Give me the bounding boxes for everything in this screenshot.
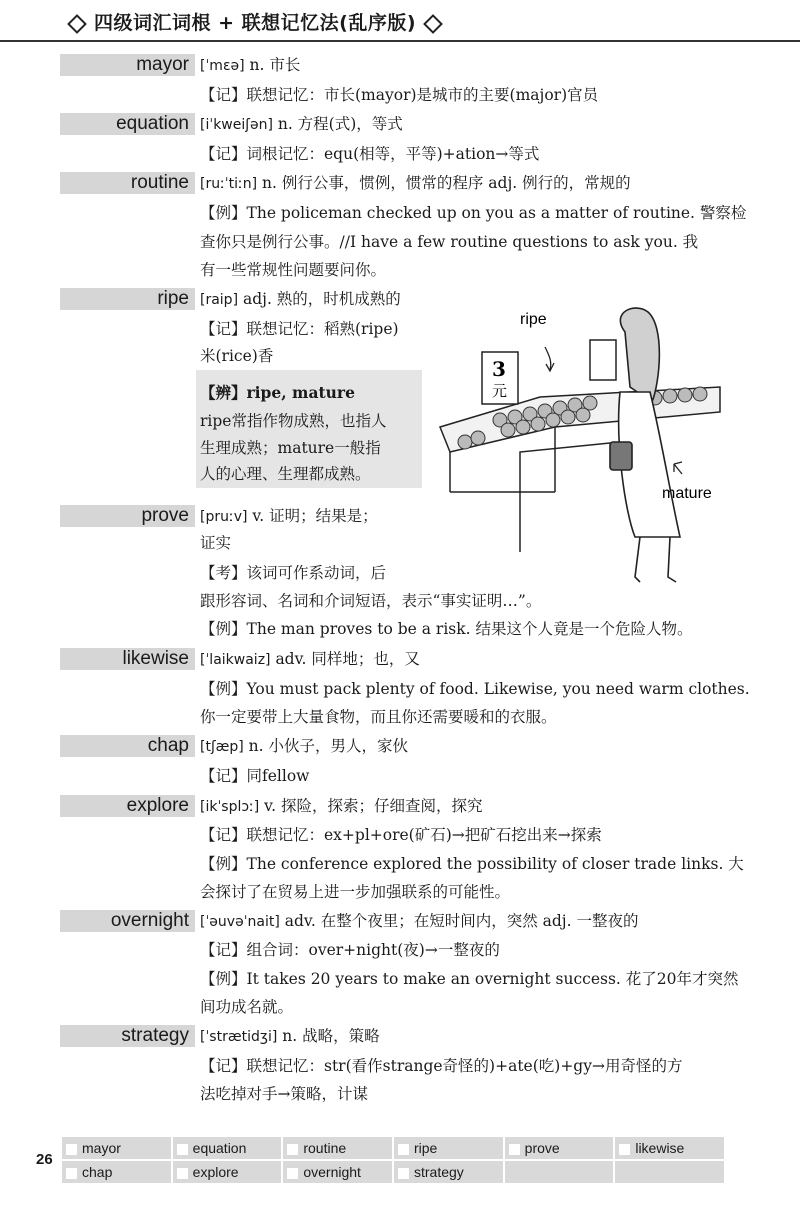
review-word: explore [192, 1164, 239, 1180]
example-line: 间功成名就。 [200, 998, 294, 1016]
review-item[interactable] [283, 1137, 392, 1159]
definition: n. 市长 [244, 56, 301, 74]
entry-chap-def [200, 735, 408, 758]
checkbox-icon[interactable] [66, 1144, 77, 1155]
distinguish-line: 生理成熟；mature一般指 [200, 439, 381, 457]
review-item[interactable] [394, 1137, 503, 1159]
memo-line: 【记】组合词：over+night(夜)→一整夜的 [200, 941, 500, 959]
definition: n. 方程(式)，等式 [272, 115, 403, 133]
checkbox-icon[interactable] [398, 1168, 409, 1179]
review-word: chap [82, 1164, 113, 1180]
page-number: 26 [36, 1151, 53, 1168]
market-illustration [420, 292, 730, 592]
phonetic: [iˈkweiʃən] [200, 117, 273, 133]
phonetic: [ˈlaikwaiz] [200, 652, 271, 668]
definition: v. 探险，探索；仔细查阅，探究 [259, 797, 483, 815]
header-title-row [60, 8, 450, 35]
memo-line: 【记】联想记忆：ex+pl+ore(矿石)→把矿石挖出来→探索 [200, 826, 602, 844]
definition: adv. 同样地；也，又 [270, 650, 420, 668]
checkbox-icon[interactable] [619, 1144, 630, 1155]
entry-routine-def [200, 172, 631, 195]
exam-line: 【考】该词可作系动词，后 [200, 564, 387, 582]
example-line: 有一些常规性问题要问你。 [200, 261, 387, 279]
checkbox-icon[interactable] [177, 1168, 188, 1179]
entry-mayor-def [200, 54, 300, 77]
headword-likewise: likewise [60, 648, 195, 670]
checkbox-icon[interactable] [398, 1144, 409, 1155]
label-ripe: ripe [520, 311, 547, 328]
headword-strategy: strategy [60, 1025, 195, 1047]
example-line: 会探讨了在贸易上进一步加强联系的可能性。 [200, 883, 511, 901]
definition: n. 战略，策略 [277, 1027, 380, 1045]
checkbox-icon[interactable] [509, 1144, 520, 1155]
label-mature: mature [662, 485, 712, 502]
review-item-empty [615, 1161, 724, 1183]
checkbox-icon[interactable] [66, 1168, 77, 1179]
entry-strategy-def [200, 1025, 380, 1048]
distinguish-line: ripe常指作物成熟，也指人 [200, 412, 387, 430]
example-line: 你一定要带上大量食物，而且你还需要暖和的衣服。 [200, 708, 557, 726]
price-unit: 元 [492, 382, 508, 400]
headword-chap: chap [60, 735, 195, 757]
example-line: 查你只是例行公事。//I have a few routine questions to ask you. 我 [200, 233, 699, 251]
phonetic: [ˈmɛə] [200, 58, 245, 74]
headword-routine: routine [60, 172, 195, 194]
definition-cont: 证实 [200, 534, 232, 552]
headword-prove: prove [60, 505, 195, 527]
phonetic: [raip] [200, 292, 239, 308]
memo-line: 【记】同fellow [200, 767, 310, 785]
review-item[interactable] [283, 1161, 392, 1183]
review-word: prove [524, 1140, 560, 1156]
phonetic: [ruːˈtiːn] [200, 176, 258, 192]
example-line: 【例】You must pack plenty of food. Likewise, you need warm clothes. [200, 680, 750, 698]
checkbox-icon[interactable] [287, 1144, 298, 1155]
review-word: strategy [413, 1164, 464, 1180]
distinguish-line: 人的心理、生理都成熟。 [200, 465, 371, 483]
entry-likewise-def [200, 648, 420, 671]
review-grid [62, 1137, 724, 1183]
entry-prove-def [200, 505, 378, 528]
checkbox-icon[interactable] [287, 1168, 298, 1179]
memo-line: 法吃掉对手→策略，计谋 [200, 1085, 368, 1103]
headword-equation: equation [60, 113, 195, 135]
review-word: overnight [303, 1164, 361, 1180]
entry-explore-def [200, 795, 482, 818]
review-word: routine [303, 1140, 347, 1156]
memo-line: 【记】联想记忆：稻熟(ripe) [200, 320, 399, 338]
header-rule [0, 40, 800, 42]
review-item[interactable] [615, 1137, 724, 1159]
memo-line: 【记】联想记忆：市长(mayor)是城市的主要(major)官员 [200, 86, 599, 104]
review-item[interactable] [62, 1161, 171, 1183]
definition: n. 例行公事，惯例，惯常的程序 adj. 例行的，常规的 [257, 174, 631, 192]
phonetic: [pruːv] [200, 509, 248, 525]
review-item[interactable] [62, 1137, 171, 1159]
example-line: 【例】The conference explored the possibility of closer trade links. 大 [200, 855, 744, 873]
entry-ripe-def [200, 288, 401, 311]
review-word: likewise [635, 1140, 685, 1156]
definition: n. 小伙子，男人，家伙 [243, 737, 409, 755]
review-item[interactable] [173, 1137, 282, 1159]
review-item-empty [505, 1161, 614, 1183]
example-line: 【例】It takes 20 years to make an overnight success. 花了20年才突然 [200, 970, 739, 988]
diamond-icon [67, 14, 87, 34]
definition: v. 证明；结果是； [247, 507, 378, 525]
memo-line: 【记】联想记忆：str(看作strange奇怪的)+ate(吃)+gy→用奇怪的方 [200, 1057, 683, 1075]
page-header [0, 0, 800, 40]
diamond-icon [423, 14, 443, 34]
headword-ripe: ripe [60, 288, 195, 310]
book-title: 四级词汇词根 + 联想记忆法(乱序版) [94, 12, 417, 34]
checkbox-icon[interactable] [177, 1144, 188, 1155]
distinguish-title: 【辨】ripe, mature [200, 383, 355, 402]
example-line: 【例】The man proves to be a risk. 结果这个人竟是一个危险人物。 [200, 620, 693, 638]
definition: adj. 熟的，时机成熟的 [238, 290, 401, 308]
phonetic: [ikˈsplɔː] [200, 799, 260, 815]
memo-line: 【记】词根记忆：equ(相等，平等)+ation→等式 [200, 145, 540, 163]
memo-line: 米(rice)香 [200, 347, 274, 365]
exam-line: 跟形容词、名词和介词短语，表示“事实证明…”。 [200, 592, 542, 610]
headword-explore: explore [60, 795, 195, 817]
entry-overnight-def [200, 910, 638, 933]
phonetic: [tʃæp] [200, 739, 244, 755]
review-item[interactable] [505, 1137, 614, 1159]
review-item[interactable] [173, 1161, 282, 1183]
headword-mayor: mayor [60, 54, 195, 76]
entry-equation-def [200, 113, 403, 136]
review-word: ripe [413, 1140, 438, 1156]
headword-overnight: overnight [60, 910, 195, 932]
example-line: 【例】The policeman checked up on you as a matter of routine. 警察检 [200, 204, 747, 222]
phonetic: [ˈstrætidʒi] [200, 1029, 278, 1045]
review-word: mayor [82, 1140, 121, 1156]
review-item[interactable] [394, 1161, 503, 1183]
definition: adv. 在整个夜里；在短时间内，突然 adj. 一整夜的 [279, 912, 639, 930]
phonetic: [ˈəuvəˈnait] [200, 914, 280, 930]
price-number: 3 [492, 357, 506, 381]
review-word: equation [192, 1140, 247, 1156]
